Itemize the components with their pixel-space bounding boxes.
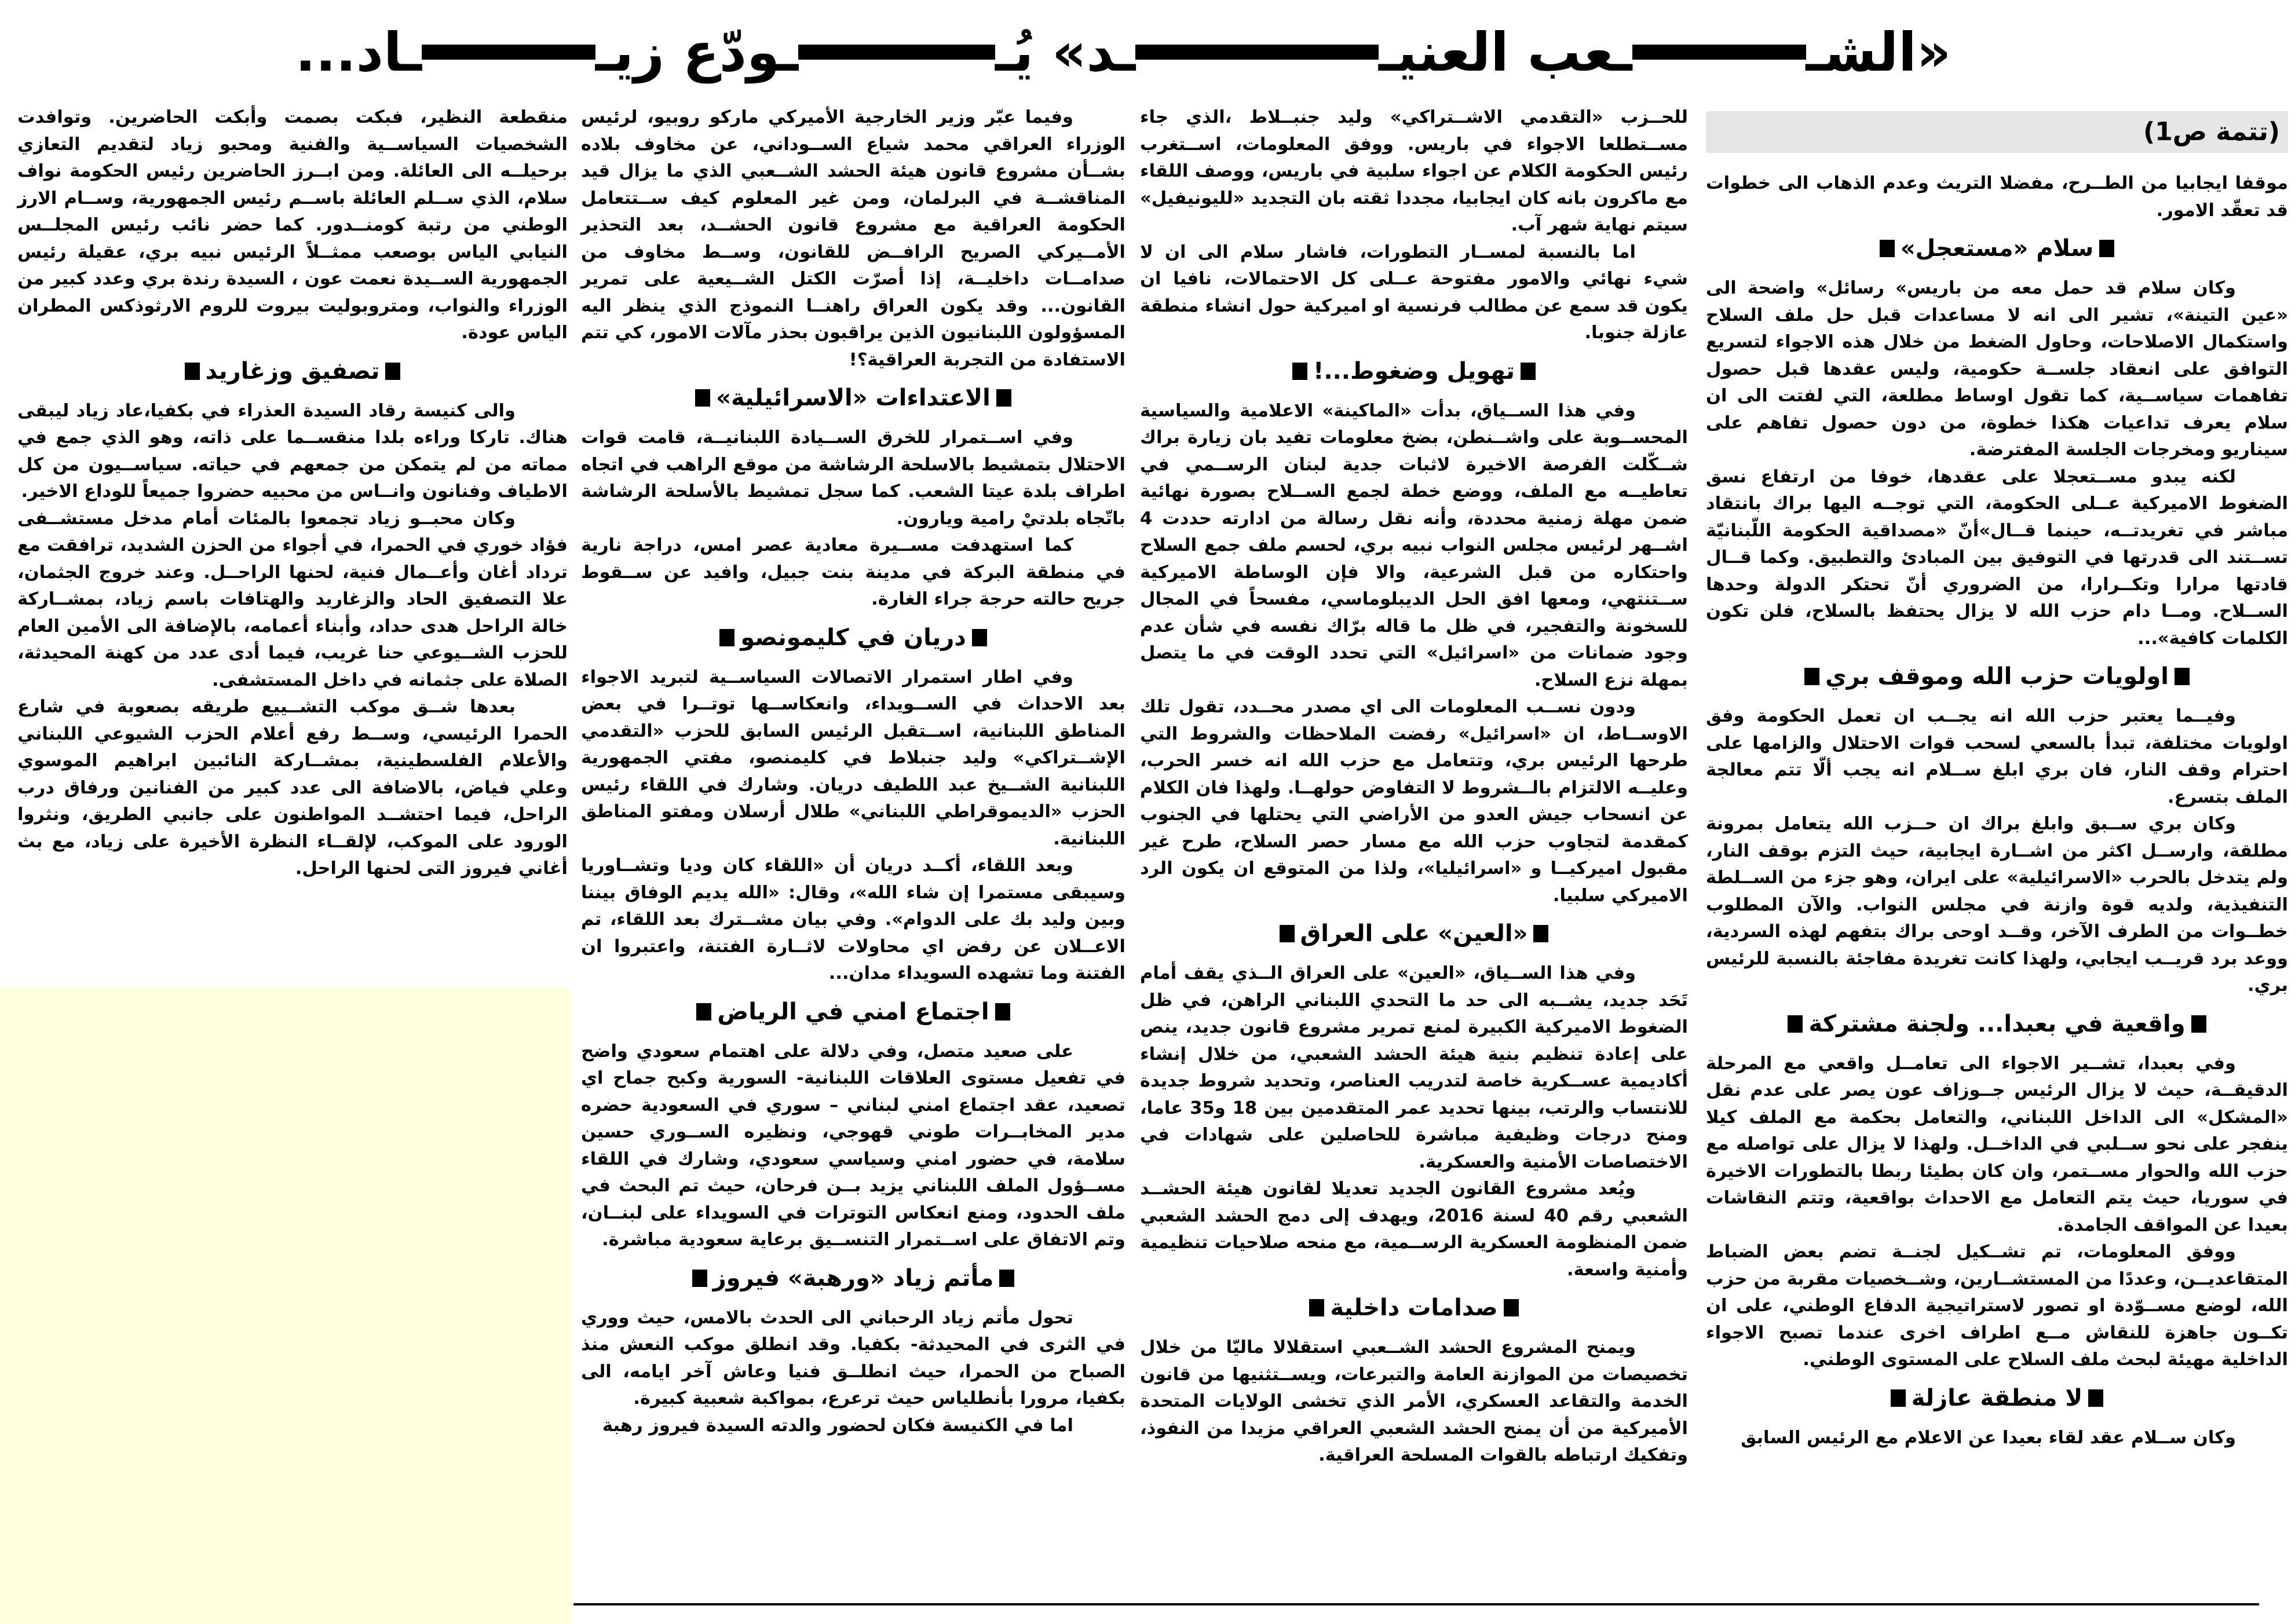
article-paragraph: وفي اســتمرار للخرق الســيادة اللبنانيــة، قامت قوات الاحتلال بتمشيط بالاسلحة الرشاشة من موقع الراهب في اتجاه اطراف بلدة عيتا الشعب. كما سجل تمشيط بالأسلحة الرشاشة باتّجاه بلدتيْ رامية ويارون. [581,427,1125,529]
square-bullet-icon [972,629,987,646]
section-heading [581,621,1125,654]
square-bullet-icon [1804,668,1819,685]
article-paragraph: وفي اطار استمرار الاتصالات السياســية لتبريد الاجواء بعد الاحداث في الســويداء، وانعكاســها توتــرا في بعض المناطق اللبنانية، اســتقبل الرئيس السابق للحزب «التقدمي الإشــتراكي» وليد جنبلاط في كليمنصو، مفتي الجمهورية اللبنانية الشــيخ عبد اللطيف دريان. وشارك في اللقاء رئيس الحزب «الديموقراطي اللبناني» طلال أرسلان ومفتو المناطق اللبنانية. [581,667,1125,849]
headline-kashida-4 [422,45,595,60]
square-bullet-icon [1533,925,1548,942]
square-bullet-icon [695,389,710,407]
article-paragraph: وفي بعبدا، تشــير الاجواء الى تعامــل واقعي مع المرحلة الدقيقــة، حيث لا يزال الرئيس جــوزاف عون يصر على عدم نقل «المشكل» الى الداخل اللبناني، والتعامل بحكمة مع الملف كيلا ينفجر على نحو ســلبي في الداخــل. ولهذا لا يزال على تواصله مع حزب الله والحوار مســتمر، وان كان بطيئا ربطا بالتطورات الاخيرة في سوريا، حيث يتم التعامل مع الاحداث بواقعية، وتتم النقاشات بعيدا عن المواقف الجامدة. [1706,1053,2288,1235]
section-heading-text: صدامات داخلية [1330,1294,1498,1321]
square-bullet-icon [2191,1015,2206,1033]
section-heading [17,355,568,387]
article-paragraph: اما بالنسبة لمســار التطورات، فاشار سلام الى ان لا شيء نهائي والامور مفتوحة عــلى كل الاحتمالات، نافيا ان يكون قد سمع عن مطالب فرنسية او اميركية حول انشاء منطقة عازلة جنوبا. [1140,242,1688,343]
article-paragraph: موقفا ايجابيا من الطــرح، مفضلا التريث وعدم الذهاب الى خطوات قد تعقّد الامور. [1706,173,2288,221]
square-bullet-icon [1788,1015,1803,1033]
article-paragraph: وكان ســلام عقد لقاء بعيدا عن الاعلام مع الرئيس السابق [1741,1427,2236,1448]
section-heading [1706,660,2288,693]
section-heading [1706,232,2288,265]
section-heading [1140,355,1688,387]
square-bullet-icon [1504,1299,1519,1316]
section-heading [581,382,1125,414]
bottom-rule [573,1603,2259,1605]
section-heading-text: تصفيق وزغاريد [205,357,380,385]
article-paragraph: وفيما عبّر وزير الخارجية الأميركي ماركو روبيو، لرئيس الوزراء العراقي محمد شياع الســوداني، عن مخاوف بلاده بشــأن مشروع قانون هيئة الحشد الشــعبي الذي ما يزال قيد المناقشــة في البرلمان، ومن غير المعلوم كيف ســتتعامل الحكومة العراقية مع مشروع قانون الحشــد، بعد التحذير الأمــيركي الصريح الرافــض للقانون، وســط مخاوف من صدامــات داخليــة، إذا أصرّت الكتل الشــيعية على تمرير القانون... وقد يكون العراق راهنــا النموذج الذي ينظر اليه المسؤولون اللبنانيون الذين يراقبون بحذر مآلات الامور، كي تتم الاستفادة من التجربة العراقية؟! [581,107,1125,370]
article-paragraph: ودون نســب المعلومات الى اي مصدر محــدد، تقول تلك الاوســاط، ان «اسرائيل» رفضت الملاحظات والشروط التي طرحها الرئيس بري، وتتعامل مع حزب الله انه خسر الحرب، وعليــه الالتزام بالــشروط لا التفاوض حولهــا. ولهذا فان الكلام عن انسحاب جيش العدو من الأراضي التي يحتلها في الجنوب كمقدمة لتجاوب حزب الله مع مسار حصر السلاح، طرح غير مقبول اميركيــا و «اسرائيليا»، ولذا من المتوقع ان يكون الرد الاميركي سلبيا. [1140,697,1688,906]
empty-yellow-block [0,987,571,1624]
headline-kashida-3 [798,45,995,60]
section-heading-text: «العين» على العراق [1300,920,1528,947]
page-headline [220,12,2027,93]
square-bullet-icon [185,363,200,380]
section-heading [1140,917,1688,950]
article-paragraph: وكان سلام قد حمل معه من باريس» رسائل» واضحة الى «عين التينة»، تشير الى انه لا مساعدات قبل حل ملف السلاح واستكمال الاصلاحات، وحاول الضغط من خلال هذه الاجواء لتسريع التوافق على انعقاد جلســة حكومية، وليس عقدها قبل حصول تفاهمات سياســية، كما تقول اوساط مطلعة، التي لفتت الى ان سلام يعرف تداعيات هكذا خطوة، من دون حصول تفاهم على سيناريو ومخرجات الجلسة المفترضة. [1706,278,2288,460]
section-heading-text: الاعتداءات «الاسرائيلية» [716,385,991,411]
square-bullet-icon [999,1270,1014,1287]
section-heading-text: اولويات حزب الله وموقف بري [1825,663,2169,690]
continuation-label: (تتمة ص1) [2143,116,2280,147]
column-body [581,104,1125,1439]
headline-part-2: ـعب العنيـ [1379,21,1632,83]
article-paragraph: ووفق المعلومات، تم تشــكيل لجنــة تضم بعض الضباط المتقاعديــن، وعددًا من المستشــارين، وشــخصيات مقربة من حزب الله، لوضع مســوّدة او تصور لاستراتيجية الدفاع الوطني، على ان تكــون جاهزة للنقاش مــع اطراف اخرى عندما تصبح الاجواء الداخلية مهيئة لبحث ملف السلاح على المستوى الوطني. [1706,1242,2288,1370]
headline-part-5: ـاد... [295,21,422,83]
section-heading [1706,1382,2288,1414]
section-heading [1140,1292,1688,1324]
square-bullet-icon [1521,363,1536,380]
section-heading-text: واقعية في بعبدا... ولجنة مشتركة [1808,1010,2186,1037]
article-paragraph: كما استهدفت مســيرة معادية عصر امس، دراجة نارية في منطقة البركة في مدينة بنت جبيل، وافيد عن ســقوط جريح حالته حرجة جراء الغارة. [581,535,1125,609]
article-column-left [17,104,568,883]
headline-part-3: ـد» يُـ [995,21,1136,83]
article-paragraph: وفيــما يعتبر حزب الله انه يجــب ان تعمل الحكومة وفق اولويات مختلفة، تبدأ بالسعي لسحب قوات الاحتلال والزامها على احترام وقف النار، فان بري ابلغ ســلام انه يجب ألّا تتم معالجة الملف بتسرع. [1706,706,2288,807]
square-bullet-icon [2099,240,2114,257]
article-paragraph: على صعيد متصل، وفي دلالة على اهتمام سعودي واضح في تفعيل مستوى العلاقات اللبنانية- السورية وكبح جماح اي تصعيد، عقد اجتماع امني لبناني – سوري في السعودية حضره مدير المخابــرات طوني قهوجي، ونظيره الســوري حسين سلامة، في حضور امني وسياسي سعودي، وشارك في اللقاء مســؤول الملف اللبناني يزيد بــن فرحان، حيث تم البحث في ملف الحدود، ومنع انعكاس التوترات في السويداء على لبنــان، وتم الاتفاق على اســتمرار التنســيق برعاية سعودية مباشرة. [581,1041,1125,1250]
headline-part-1: الشـ [1806,21,1917,83]
section-heading [581,996,1125,1028]
headline-open-quote: « [1916,21,1953,83]
section-heading-text: دريان في كليمونصو [740,624,966,651]
square-bullet-icon [2088,1389,2103,1407]
article-paragraph: وفي هذا الســياق، «العين» على العراق الــذي يقف أمام تَحَد جديد، يشــبه الى حد ما التحدي اللبناني الراهن، في ظل الضغوط الاميركية الكبيرة لمنع تمرير مشروع قانون جديد، ينص على إعادة تنظيم بنية هيئة الحشد الشعبي، من خلال إنشاء أكاديمية عســكرية خاصة لتدريب العناصر، وتحديد شروط جديدة للانتساب والرتب، بينها تحديد عمر المتقدمين بين 18 و35 عاما، ومنح درجات وظيفية مباشرة للحاصلين على شهادات في الاختصاصات الأمنية والعسكرية. [1140,963,1689,1172]
section-heading-text: مأتم زياد «ورهبة» فيروز [712,1264,994,1292]
article-paragraph: لكنه يبدو مســتعجلا على عقدها، خوفا من ارتفاع نسق الضغوط الاميركية عــلى الحكومة، التي توجــه اليها براك بانتقاد مباشر في تغريدتــه، حينما قــال»أنّ «مصداقية الحكومة اللّبنانيّة تســتند الى قدرتها في التوفيق بين المبادئ والتطبيق. وكما قــال قادتها مرارا وتكــرارا، من الضروري أنّ تحتكر الدولة وحدها الســلاح. ومــا دام حزب الله لا يزال يحتفظ بالسلاح، فلن تكون الكلمات كافية»... [1706,466,2288,649]
square-bullet-icon [719,629,734,646]
section-heading-text: اجتماع امني في الرياض [717,998,989,1025]
square-bullet-icon [696,1003,711,1021]
column-body [17,104,568,883]
column-body [1140,104,1688,1469]
article-paragraph: وفي هذا الســياق، بدأت «الماكينة» الاعلامية والسياسية المحســوبة على واشــنطن، بضخ معلومات تفيد بان زيارة براك شــكّلت الفرصة الاخيرة لاثبات جدية لبنان الرســمي في تعاطيــه مع الملف، ووضع خطة لجمع الســلاح بصورة نهائية ضمن مهلة زمنية محددة، وأنه نقل رسالة من ادارته حددت 4 اشــهر لرئيس مجلس النواب نبيه بري، لحسم ملف جمع السلاح واحتكاره من قبل الشرعية، والا فإن الوساطة الاميركية ســتنتهي، ومعها افق الحل الديبلوماسي، مفسحاً في المجال للسخونة والتفجير، في ظل ما قاله برّاك نفسه في شأن عدم وجود ضمانات من «اسرائيل» التي تحدد الوقت في ما يتصل بمهلة نزع السلاح. [1140,400,1688,690]
headline-kashida-1 [1632,45,1806,60]
article-paragraph: والى كنيسة رقاد السيدة العذراء في بكفيا،عاد زياد ليبقى هناك. تاركا وراءه بلدا منقســما على ذاته، وهو الذي جمع في مماته من لم يتمكن من جمعهم في حياته. سياســيون من كل الاطياف وفنانون وانــاس من محبيه حضروا جميعاً للوداع الاخير. [17,400,568,502]
section-heading [581,1262,1125,1294]
square-bullet-icon [385,363,400,380]
article-column-right [1706,104,2288,1451]
column-body [1706,170,2288,1451]
article-paragraph: منقطعة النظير، فبكت بصمت وأبكت الحاضرين. وتوافدت الشخصيات السياســية والفنية ومحبو زياد لتقديم التعازي برحيلــه الى العائلة. ومن ابــرز الحاضرين رئيس الحكومة نواف سلام، الذي ســلم العائلة باســم رئيس الجمهورية، وســام الارز الوطني من رتبة كومنــدور. كما حضر نائب رئيس المجلــس النيابي الياس بوصعب ممثــلاً الرئيس نبيه بري، عقيلة رئيس الجمهورية الســيدة نعمت عون ، السيدة رندة بري وعدد كبير من الوزراء والنواب، ومتروبوليت بيروت للروم الارثوذكس المطران الياس عودة. [17,107,568,343]
continuation-box [1706,111,2288,153]
headline-kashida-2 [1135,45,1379,60]
article-paragraph: تحول مأتم زياد الرحباني الى الحدث بالامس، حيث ووري في الثرى في المحيدثة- بكفيا. وقد انطلق موكب النعش منذ الصباح من الحمرا، حيث انطلــق فنيا وعاش آخر ايامه، الى بكفيا، مرورا بأنطلياس حيث ترعرع، بمواكبة شعبية كبيرة. [581,1307,1125,1409]
square-bullet-icon [996,389,1011,407]
section-heading-text: لا منطقة عازلة [1911,1384,2083,1411]
article-column-3 [581,104,1125,1439]
article-paragraph: ويُعد مشروع القانون الجديد تعديلا لقانون هيئة الحشــد الشعبي رقم 40 لسنة 2016، ويهدف إلى دمج الحشد الشعبي ضمن المنظومة العسكرية الرســمية، مع منحه صلاحيات تنظيمية وأمنية واسعة. [1140,1179,1688,1280]
article-paragraph: وكان بري ســبق وابلغ براك ان حــزب الله يتعامل بمرونة مطلقة، وارســل اكثر من اشــارة ايجابية، حيث التزم بوقف النار، ولم يتدخل بالحرب «الاسرائيلية» على ايران، وهو جزء من الســلطة التنفيذية، ولديه قوة وازنة في مجلس النواب. والآن المطلوب خطــوات من الطرف الآخر، وقــد اوحى براك بتفهم لهذه السردية، ووعد برد قريــب ايجابي، ولهذا كانت تغريدة مفاجئة بالنسبة للرئيس بري. [1706,814,2288,996]
square-bullet-icon [1891,1389,1906,1407]
square-bullet-icon [1880,240,1895,257]
headline-part-4: ـودّع زيـ [595,21,799,83]
square-bullet-icon [2175,668,2190,685]
section-heading-text: سلام «مستعجل» [1900,235,2094,262]
square-bullet-icon [1280,925,1295,942]
square-bullet-icon [1309,1299,1324,1316]
article-paragraph: اما في الكنيسة فكان لحضور والدته السيدة فيروز رهبة [602,1415,1073,1436]
section-heading [1706,1008,2288,1040]
article-paragraph: وبعد اللقاء، أكــد دريان أن «اللقاء كان وديا وتشــاوريا وسيبقى مستمرا إن شاء الله»، وقال: «الله يديم الوفاق بيننا وبين وليد بك على الدوام». وفي بيان مشــترك بعد اللقاء، تم الاعــلان عن رفض اي محاولات لاثــارة الفتنة، واعتبروا ان الفتنة وما تشهده السويداء مدان... [581,855,1125,983]
article-column-2 [1140,104,1688,1469]
article-paragraph: وكان محبــو زياد تجمعوا بالمئات أمام مدخل مستشــفى فؤاد خوري في الحمرا، في أجواء من الحزن الشديد، ترافقت مع ترداد أغان وأعــمال فنية، لحنها الراحــل. وعند خروج الجثمان، علا التصفيق الحاد والزغاريد والهتافات باسم زياد، بمشــاركة خالة الراحل هدى حداد، وأبناء أعمامه، بالإضافة الى الأمين العام للحزب الشــيوعي حنا غريب، فيما أدى عدد من كهنة المحيدثة، الصلاة على جثمانه في داخل المستشفى. [17,508,568,690]
article-paragraph: ويمنح المشروع الحشد الشــعبي استقلالا ماليّا من خلال تخصيصات من الموازنة العامة والتبرعات، ويســتثنيها من قانون الخدمة والتقاعد العسكري، الأمر الذي تخشى الولايات المتحدة الأميركية من أن يمنح الحشد الشعبي العراقي مزيدا من النفوذ، وتفكيك ارتباطه بالقوات المسلحة العراقية. [1140,1337,1688,1465]
square-bullet-icon [1292,363,1307,380]
square-bullet-icon [692,1270,707,1287]
section-heading-text: تهويل وضغوط...! [1313,357,1515,385]
article-paragraph: بعدها شــق موكب التشــييع طريقه بصعوبة في شارع الحمرا الرئيسي، وســط رفع أعلام الحزب الشيوعي اللبناني والأعلام الفلسطينية، بمشــاركة النائبين ابراهيم الموسوي وعلي فياض، بالاضافة الى عدد كبير من الفنانين ورفاق درب الراحل، فيما احتشــد المواطنون على جانبي الطريق، ونثروا الورود على الموكب، لإلقــاء النظرة الأخيرة على زياد، مع بث أغاني فيروز التى لحنها الراحل. [17,697,568,879]
square-bullet-icon [995,1003,1010,1021]
article-paragraph: للحــزب «التقدمي الاشــتراكي» وليد جنبــلاط ،الذي جاء مســتطلعا الاجواء في باريس. ووفق المعلومات، اســتغرب رئيس الحكومة الكلام عن اجواء سلبية في باريس، ووصف اللقاء مع ماكرون بانه كان ايجابيا، مجددا ثقته بان التجديد «لليونيفيل» سيتم نهاية شهر آب. [1140,107,1688,235]
